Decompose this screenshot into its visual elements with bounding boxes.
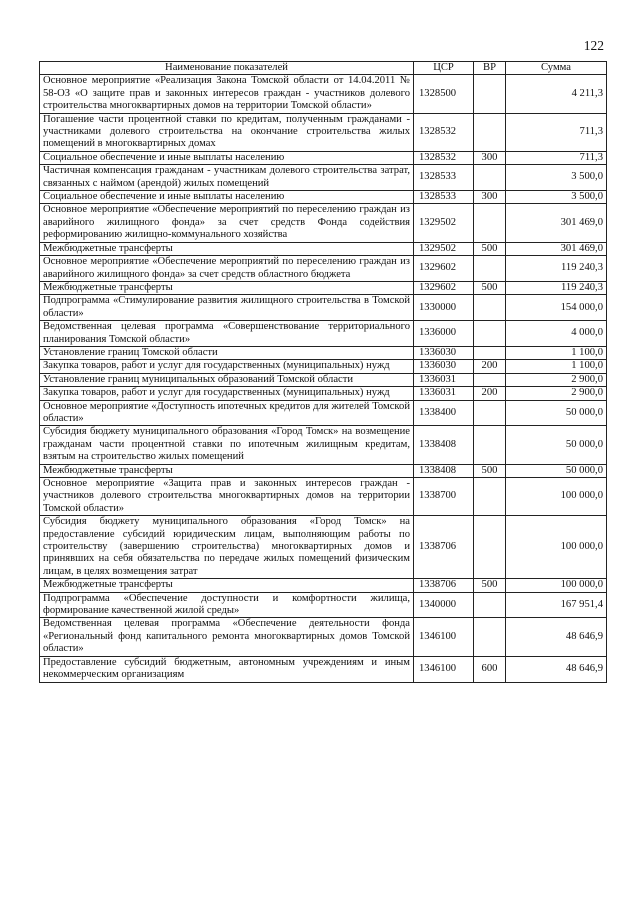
row-name: Предоставление субсидий бюджетным, автономным учреждениям и иным некоммерческим организациям — [40, 656, 414, 682]
row-vr: 200 — [474, 360, 506, 373]
row-code: 1338408 — [414, 464, 474, 477]
row-vr — [474, 400, 506, 426]
row-sum: 119 240,3 — [506, 281, 607, 294]
row-sum: 100 000,0 — [506, 516, 607, 579]
row-vr — [474, 295, 506, 321]
row-code: 1328532 — [414, 113, 474, 151]
row-vr — [474, 256, 506, 282]
row-code: 1338700 — [414, 478, 474, 516]
row-code: 1336031 — [414, 373, 474, 386]
row-sum: 4 000,0 — [506, 321, 607, 347]
row-vr — [474, 113, 506, 151]
row-sum: 301 469,0 — [506, 204, 607, 242]
table-row — [40, 592, 607, 618]
table-row — [40, 516, 607, 579]
row-name: Межбюджетные трансферты — [40, 464, 414, 477]
row-name: Социальное обеспечение и иные выплаты населению — [40, 151, 414, 164]
table-row — [40, 151, 607, 164]
row-sum: 167 951,4 — [506, 592, 607, 618]
table-row — [40, 400, 607, 426]
row-vr — [474, 516, 506, 579]
row-name: Основное мероприятие «Защита прав и законных интересов граждан - участников долевого строительства многоквартирных домов на территории Томской области» — [40, 478, 414, 516]
row-vr — [474, 373, 506, 386]
row-code: 1338408 — [414, 426, 474, 464]
row-sum: 48 646,9 — [506, 618, 607, 656]
row-sum: 100 000,0 — [506, 478, 607, 516]
table-row — [40, 618, 607, 656]
row-vr: 300 — [474, 191, 506, 204]
table-row — [40, 113, 607, 151]
row-vr: 300 — [474, 151, 506, 164]
row-code: 1329502 — [414, 242, 474, 255]
table-row — [40, 426, 607, 464]
row-vr: 500 — [474, 242, 506, 255]
row-name: Установление границ Томской области — [40, 346, 414, 359]
header-sum: Сумма — [506, 62, 607, 75]
table-row — [40, 281, 607, 294]
table-row — [40, 165, 607, 191]
row-name: Частичная компенсация гражданам - участникам долевого строительства затрат, связанных с наймом (арендой) жилых помещений — [40, 165, 414, 191]
page-number: 122 — [583, 38, 604, 53]
row-name: Закупка товаров, работ и услуг для государственных (муниципальных) нужд — [40, 360, 414, 373]
row-vr — [474, 346, 506, 359]
header-vr: ВР — [474, 62, 506, 75]
row-code: 1330000 — [414, 295, 474, 321]
row-vr: 600 — [474, 656, 506, 682]
row-code: 1338400 — [414, 400, 474, 426]
row-name: Подпрограмма «Стимулирование развития жилищного строительства в Томской области» — [40, 295, 414, 321]
row-name: Основное мероприятие «Доступность ипотечных кредитов для жителей Томской области» — [40, 400, 414, 426]
row-code: 1328533 — [414, 191, 474, 204]
row-vr — [474, 478, 506, 516]
row-vr — [474, 592, 506, 618]
row-name: Субсидия бюджету муниципального образования «Город Томск» на возмещение гражданам части процентной ставки по ипотечным жилищным кредитам, взятым на строительство жилых помещений — [40, 426, 414, 464]
row-code: 1338706 — [414, 579, 474, 592]
budget-table — [39, 61, 607, 683]
row-sum: 2 900,0 — [506, 373, 607, 386]
row-name: Основное мероприятие «Реализация Закона Томской области от 14.04.2011 № 58-ОЗ «О защите прав и законных интересов граждан - участников долевого строительства многоквартирных домов на территории Томской области» — [40, 75, 414, 113]
row-sum: 1 100,0 — [506, 360, 607, 373]
row-code: 1346100 — [414, 618, 474, 656]
row-code: 1328533 — [414, 165, 474, 191]
header-code: ЦСР — [414, 62, 474, 75]
row-code: 1340000 — [414, 592, 474, 618]
row-name: Межбюджетные трансферты — [40, 281, 414, 294]
table-row — [40, 321, 607, 347]
row-name: Установление границ муниципальных образований Томской области — [40, 373, 414, 386]
row-vr — [474, 321, 506, 347]
row-code: 1329602 — [414, 281, 474, 294]
row-name: Субсидия бюджету муниципального образования «Город Томск» на предоставление субсидий юридическим лицам, выполняющим работы по строительству (завершению строительства) многоквартирных домов и принявших на себя обязательства по передаче жилых помещений физическим лицам, в целях возмещения затрат — [40, 516, 414, 579]
row-name: Ведомственная целевая программа «Совершенствование территориального планирования Томской области» — [40, 321, 414, 347]
row-code: 1336031 — [414, 387, 474, 400]
row-code: 1336030 — [414, 360, 474, 373]
row-name: Подпрограмма «Обеспечение доступности и комфортности жилища, формирование качественной жилой среды» — [40, 592, 414, 618]
table-row — [40, 204, 607, 242]
table-header-row — [40, 62, 607, 75]
row-code: 1336000 — [414, 321, 474, 347]
row-code: 1346100 — [414, 656, 474, 682]
row-code: 1329502 — [414, 204, 474, 242]
table-row — [40, 464, 607, 477]
row-name: Межбюджетные трансферты — [40, 242, 414, 255]
row-sum: 3 500,0 — [506, 191, 607, 204]
row-name: Закупка товаров, работ и услуг для государственных (муниципальных) нужд — [40, 387, 414, 400]
row-sum: 50 000,0 — [506, 426, 607, 464]
row-sum: 711,3 — [506, 151, 607, 164]
row-sum: 50 000,0 — [506, 400, 607, 426]
row-vr: 500 — [474, 579, 506, 592]
header-name: Наименование показателей — [40, 62, 414, 75]
row-sum: 4 211,3 — [506, 75, 607, 113]
table-row — [40, 387, 607, 400]
row-name: Ведомственная целевая программа «Обеспечение деятельности фонда «Региональный фонд капитального ремонта многоквартирных домов Томской области» — [40, 618, 414, 656]
row-vr: 500 — [474, 464, 506, 477]
row-name: Основное мероприятие «Обеспечение мероприятий по переселению граждан из аварийного жилищного фонда» за счет средств областного бюджета — [40, 256, 414, 282]
table-row — [40, 373, 607, 386]
table-row — [40, 360, 607, 373]
row-code: 1328500 — [414, 75, 474, 113]
row-sum: 100 000,0 — [506, 579, 607, 592]
table-row — [40, 295, 607, 321]
row-vr — [474, 204, 506, 242]
row-vr: 200 — [474, 387, 506, 400]
table-row — [40, 579, 607, 592]
table-row — [40, 191, 607, 204]
row-sum: 711,3 — [506, 113, 607, 151]
row-sum: 119 240,3 — [506, 256, 607, 282]
row-name: Погашение части процентной ставки по кредитам, полученным гражданами - участниками долевого строительства на окончание строительства жилых помещений в многоквартирных домах — [40, 113, 414, 151]
row-vr: 500 — [474, 281, 506, 294]
table-row — [40, 256, 607, 282]
row-code: 1336030 — [414, 346, 474, 359]
table-row — [40, 346, 607, 359]
row-vr — [474, 618, 506, 656]
table-row — [40, 242, 607, 255]
row-sum: 3 500,0 — [506, 165, 607, 191]
table-row — [40, 656, 607, 682]
row-name: Основное мероприятие «Обеспечение мероприятий по переселению граждан из аварийного жилищного фонда» за счет средств Фонда содействия реформированию жилищно-коммунального хозяйства — [40, 204, 414, 242]
row-name: Социальное обеспечение и иные выплаты населению — [40, 191, 414, 204]
row-sum: 301 469,0 — [506, 242, 607, 255]
table-row — [40, 75, 607, 113]
row-code: 1338706 — [414, 516, 474, 579]
row-sum: 2 900,0 — [506, 387, 607, 400]
row-sum: 154 000,0 — [506, 295, 607, 321]
row-code: 1328532 — [414, 151, 474, 164]
row-name: Межбюджетные трансферты — [40, 579, 414, 592]
row-sum: 1 100,0 — [506, 346, 607, 359]
row-sum: 50 000,0 — [506, 464, 607, 477]
row-vr — [474, 426, 506, 464]
row-sum: 48 646,9 — [506, 656, 607, 682]
table-row — [40, 478, 607, 516]
row-code: 1329602 — [414, 256, 474, 282]
row-vr — [474, 165, 506, 191]
row-vr — [474, 75, 506, 113]
